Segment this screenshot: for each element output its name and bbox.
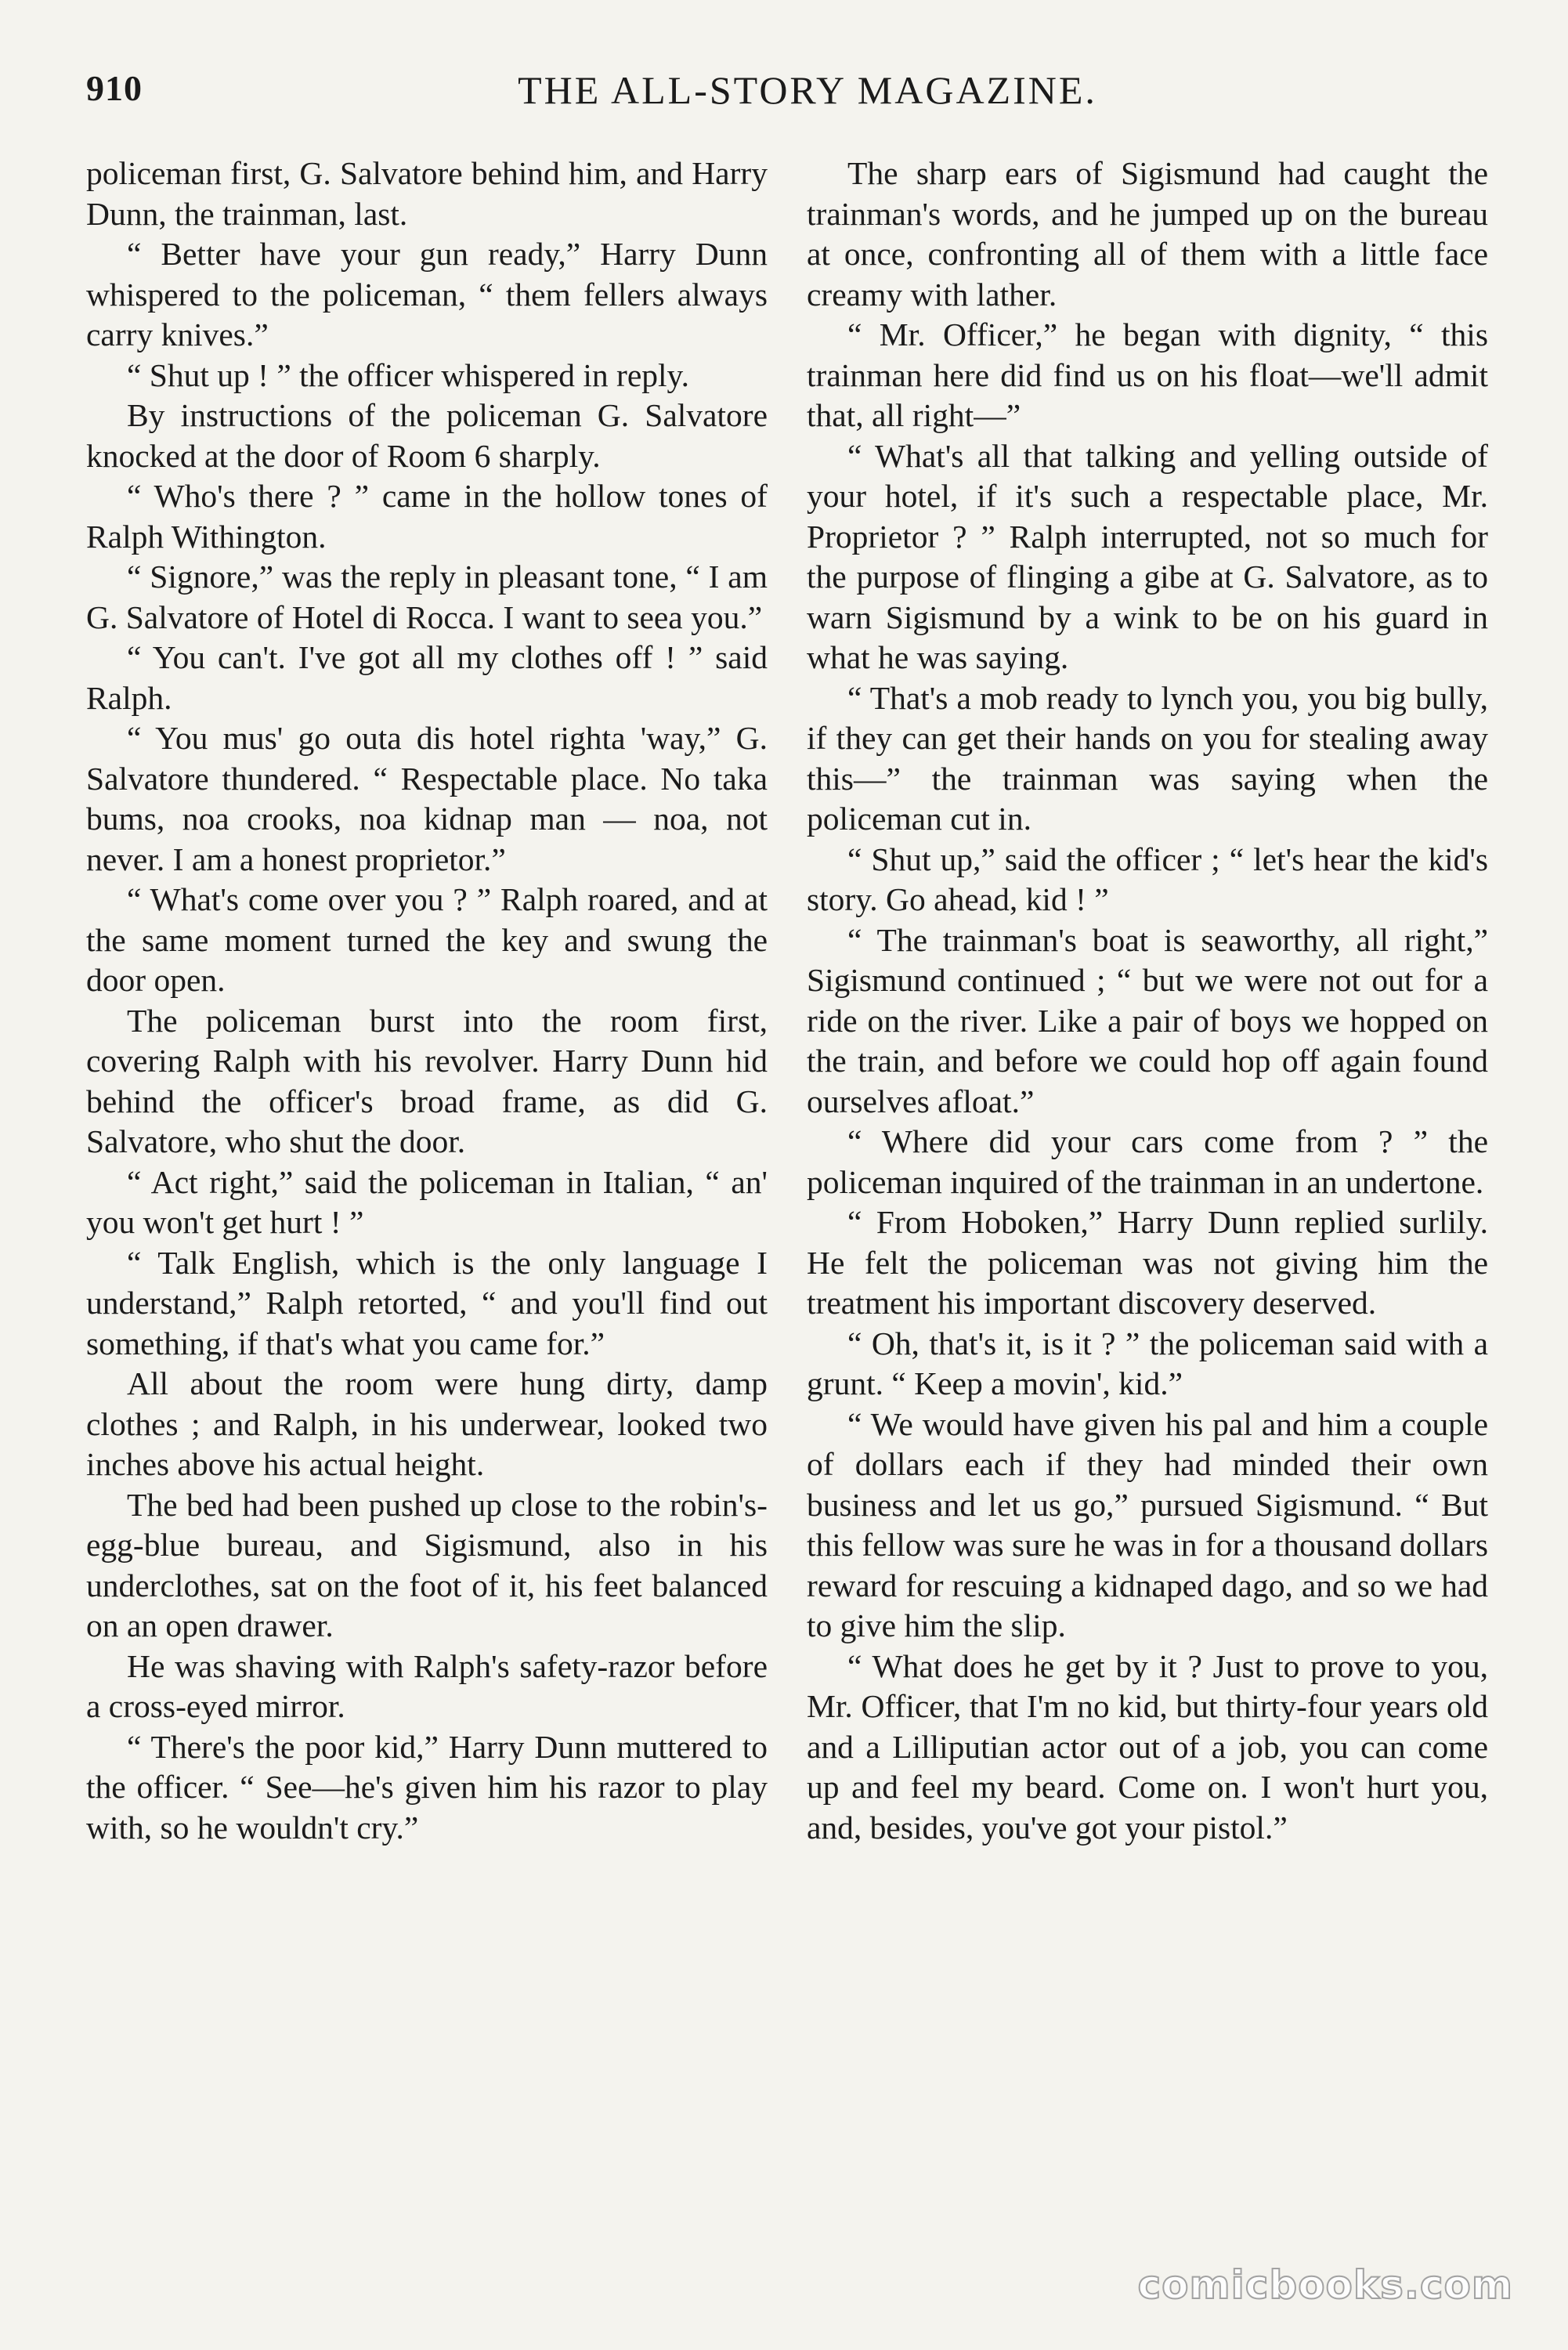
paragraph: “ Signore,” was the reply in pleasant tone, “ I am G. Salvatore of Hotel di Rocca. I want to seea you.” <box>86 559 768 635</box>
magazine-title: THE ALL-STORY MAGAZINE. <box>518 68 1097 112</box>
paragraph: “ The trainman's boat is seaworthy, all right,” Sigismund continued ; “ but we were not out for a ride on the river. Like a pair of boys we hopped on the train, and before we could hop off again found ourselves afloat.” <box>807 921 1488 1119</box>
paragraph: By instructions of the policeman G. Salvatore knocked at the door of Room 6 sharply. <box>86 397 768 474</box>
paragraph: He was shaving with Ralph's safety-razor before a cross-eyed mirror. <box>86 1647 768 1724</box>
left-column <box>86 154 768 1848</box>
paragraph: “ What's all that talking and yelling outside of your hotel, if it's such a respectable place, Mr. Proprietor ? ” Ralph interrupted, not so much for the purpose of flinging a gibe at G. Salvatore, as to warn Sigismund by a wink to be on his guard in what he was saying. <box>807 437 1488 675</box>
page-number: 910 <box>86 68 143 108</box>
paragraph: “ Who's there ? ” came in the hollow tones of Ralph Withington. <box>86 478 768 555</box>
paragraph: “ Shut up ! ” the officer whispered in reply. <box>127 356 689 393</box>
paragraph: “ Better have your gun ready,” Harry Dunn whispered to the policeman, “ them fellers always carry knives.” <box>86 236 768 352</box>
paragraph: The bed had been pushed up close to the robin's-egg-blue bureau, and Sigismund, also in his underclothes, sat on the foot of it, his feet balanced on an open drawer. <box>86 1486 768 1643</box>
paragraph: All about the room were hung dirty, damp clothes ; and Ralph, in his underwear, looked two inches above his actual height. <box>86 1365 768 1482</box>
paragraph: “ There's the poor kid,” Harry Dunn muttered to the officer. “ See—he's given him his razor to play with, so he wouldn't cry.” <box>86 1728 768 1846</box>
paragraph: “ What does he get by it ? Just to prove to you, Mr. Officer, that I'm no kid, but thirty-four years old and a Lilliputian actor out of a job, you can come up and feel my beard. Come on. I won't hurt you, and, besides, you've got your pistol.” <box>807 1647 1488 1846</box>
paragraph: “ Shut up,” said the officer ; “ let's hear the kid's story. Go ahead, kid ! ” <box>807 841 1488 917</box>
paragraph: “ Mr. Officer,” he began with dignity, “ this trainman here did find us on his float—we'll admit that, all right—” <box>807 316 1488 433</box>
watermark: comicbooks.com <box>1137 2262 1513 2308</box>
paragraph: “ What's come over you ? ” Ralph roared, and at the same moment turned the key and swung the door open. <box>86 881 768 998</box>
paragraph: “ You mus' go outa dis hotel righta 'way,” G. Salvatore thundered. “ Respectable place. No taka bums, noa crooks, noa kidnap man — noa, not never. I am a honest proprietor.” <box>86 720 768 877</box>
paragraph: “ You can't. I've got all my clothes off ! ” said Ralph. <box>86 639 768 716</box>
page-header <box>0 67 1568 122</box>
paragraph: “ Act right,” said the policeman in Italian, “ an' you won't get hurt ! ” <box>86 1163 768 1240</box>
paragraph: “ Talk English, which is the only language I understand,” Ralph retorted, “ and you'll find out something, if that's what you came for.” <box>86 1244 768 1361</box>
paragraph: policeman first, G. Salvatore behind him, and Harry Dunn, the trainman, last. <box>86 155 768 232</box>
paragraph: “ That's a mob ready to lynch you, you big bully, if they can get their hands on you for stealing away this—” the trainman was saying when the policeman cut in. <box>807 679 1488 837</box>
paragraph: “ From Hoboken,” Harry Dunn replied surlily. He felt the policeman was not giving him the treatment his important discovery deserved. <box>807 1204 1488 1321</box>
paragraph: “ We would have given his pal and him a couple of dollars each if they had minded their own business and let us go,” pursued Sigismund. “ But this fellow was sure he was in for a thousand dollars reward for rescuing a kidnaped dago, and so we had to give him the slip. <box>807 1405 1488 1643</box>
right-column <box>807 154 1488 1848</box>
paragraph: The policeman burst into the room first, covering Ralph with his revolver. Harry Dunn hid behind the officer's broad frame, as did G. Salvatore, who shut the door. <box>86 1002 768 1159</box>
paragraph: “ Where did your cars come from ? ” the policeman inquired of the trainman in an undertone. <box>807 1123 1488 1200</box>
paragraph: The sharp ears of Sigismund had caught the trainman's words, and he jumped up on the bureau at once, confronting all of them with a little face creamy with lather. <box>807 155 1488 313</box>
paragraph: “ Oh, that's it, is it ? ” the policeman said with a grunt. “ Keep a movin', kid.” <box>807 1325 1488 1401</box>
